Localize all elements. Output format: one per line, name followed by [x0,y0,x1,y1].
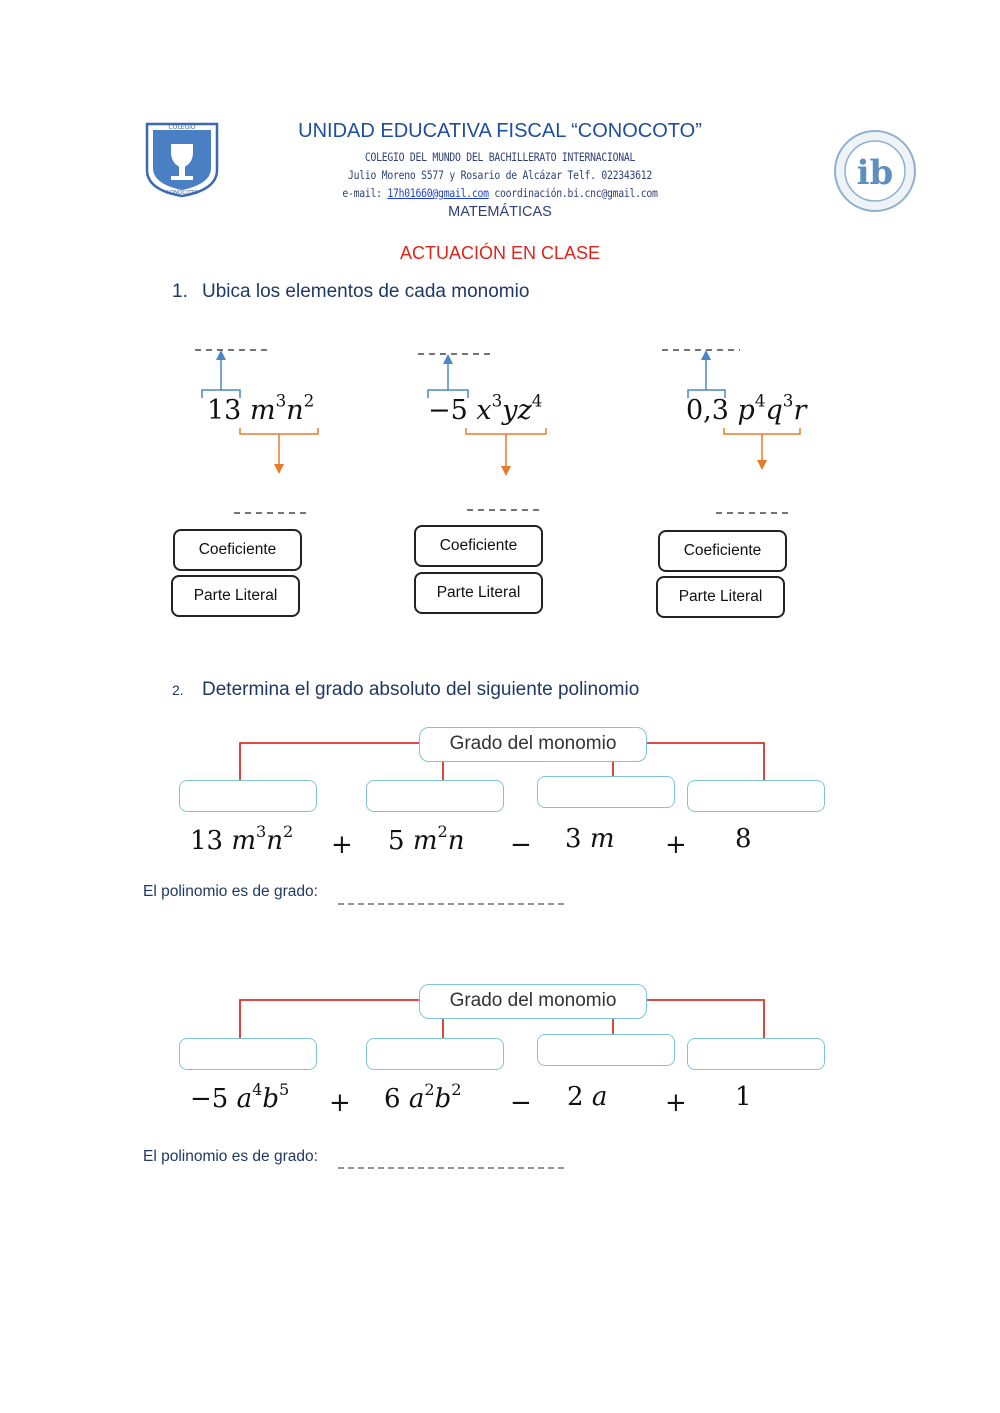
monomial-2-coef: −5 [428,395,468,426]
var: a [236,1084,253,1114]
var: m [412,826,438,856]
poly2-operator-2: − [510,1088,532,1118]
poly1-term-2 [388,821,465,856]
var: n [266,826,284,856]
logo-left-text-top: COLEGIO [168,124,196,131]
grado-input-1-3[interactable] [537,776,675,808]
var: y [502,395,518,426]
school-subtitle: COLEGIO DEL MUNDO DEL BACHILLERATO INTERNACIONAL [364,150,636,164]
poly2-term-4 [735,1082,752,1112]
email-secondary: coordinación.bi.cnc@gmail.com [488,186,658,200]
poly1-operator-2: − [510,830,532,860]
grado-label-2: Grado del monomio [419,984,647,1019]
school-address: Julio Moreno S577 y Rosario de Alcázar Telf. 022343612 [347,168,653,182]
coef: 13 [190,826,224,856]
poly2-term-2 [384,1079,462,1114]
grado-label-1: Grado del monomio [419,727,647,762]
monomial-3-coef: 0,3 [686,395,729,426]
connector-1-left [240,743,420,780]
grado-input-2-1[interactable] [179,1038,317,1070]
exp: 3 [491,390,503,411]
var: p [737,395,755,426]
poly1-operator-3: + [665,830,687,860]
var: n [447,826,465,856]
question-2-text: Determina el grado absoluto del siguiente polinomio [202,679,640,700]
coeficiente-card-3[interactable]: Coeficiente [658,530,787,572]
poly1-operator-1: + [331,830,353,860]
exp: 4 [531,390,543,411]
coef: 6 [384,1084,401,1114]
school-name: UNIDAD EDUCATIVA FISCAL “CONOCOTO” [298,120,702,142]
var: r [793,395,807,426]
exp: 5 [279,1079,290,1099]
var: n [286,395,304,426]
var: m [589,824,615,854]
grade-result-label-2: El polinomio es de grado: [143,1148,318,1165]
coef: 1 [735,1082,752,1112]
monomial-1-coef: 13 [207,395,242,426]
exp: 2 [283,821,294,841]
grado-input-2-3[interactable] [537,1034,675,1066]
activity-title: ACTUACIÓN EN CLASE [399,243,601,263]
var: a [591,1082,608,1112]
grado-input-1-2[interactable] [366,780,504,812]
question-1-number: 1. [172,281,188,302]
grado-input-2-4[interactable] [687,1038,825,1070]
poly2-term-1 [190,1079,290,1114]
var: m [249,395,276,426]
grado-input-2-2[interactable] [366,1038,504,1070]
exp: 2 [451,1079,462,1099]
parte-literal-card-3[interactable]: Parte Literal [656,576,785,618]
var: q [765,395,783,426]
poly2-term-3 [567,1082,607,1112]
subject-title: MATEMÁTICAS [448,204,552,220]
email-prefix: e-mail: [342,186,388,200]
connector-2-right [646,1000,764,1038]
poly1-term-1 [190,821,294,856]
exp: 2 [437,821,448,841]
email-link-primary[interactable]: 17h01660@gmail.com [387,186,489,200]
poly2-operator-3: + [665,1088,687,1118]
poly1-term-4 [735,824,752,854]
exp: 2 [303,390,315,411]
coeficiente-card-1[interactable]: Coeficiente [173,529,302,571]
var: a [408,1084,425,1114]
question-2-number: 2. [172,682,184,698]
coef: 5 [388,826,405,856]
var: z [517,395,532,426]
exp: 3 [275,390,287,411]
exp: 4 [754,390,766,411]
poly2-operator-1: + [329,1088,351,1118]
ib-logo-text: ib [856,153,894,193]
var: b [434,1084,452,1114]
var: b [262,1084,280,1114]
logo-left-text-bottom: CONOCOTO [165,190,199,196]
coeficiente-card-2[interactable]: Coeficiente [414,525,543,567]
exp: 3 [782,390,794,411]
grado-input-1-4[interactable] [687,780,825,812]
poly1-term-3 [565,824,614,854]
parte-literal-card-2[interactable]: Parte Literal [414,572,543,614]
coef: 3 [565,824,582,854]
parte-literal-card-1[interactable]: Parte Literal [171,575,300,617]
grade-result-label-1: El polinomio es de grado: [143,883,318,900]
exp: 4 [252,1079,263,1099]
coef: −5 [190,1084,229,1114]
coef: 2 [567,1082,584,1112]
var: m [231,826,257,856]
exp: 3 [256,821,267,841]
question-1-text: Ubica los elementos de cada monomio [202,281,530,302]
connector-2-left [240,1000,420,1038]
coef: 8 [735,824,752,854]
exp: 2 [424,1079,435,1099]
var: x [476,395,492,426]
grado-input-1-1[interactable] [179,780,317,812]
